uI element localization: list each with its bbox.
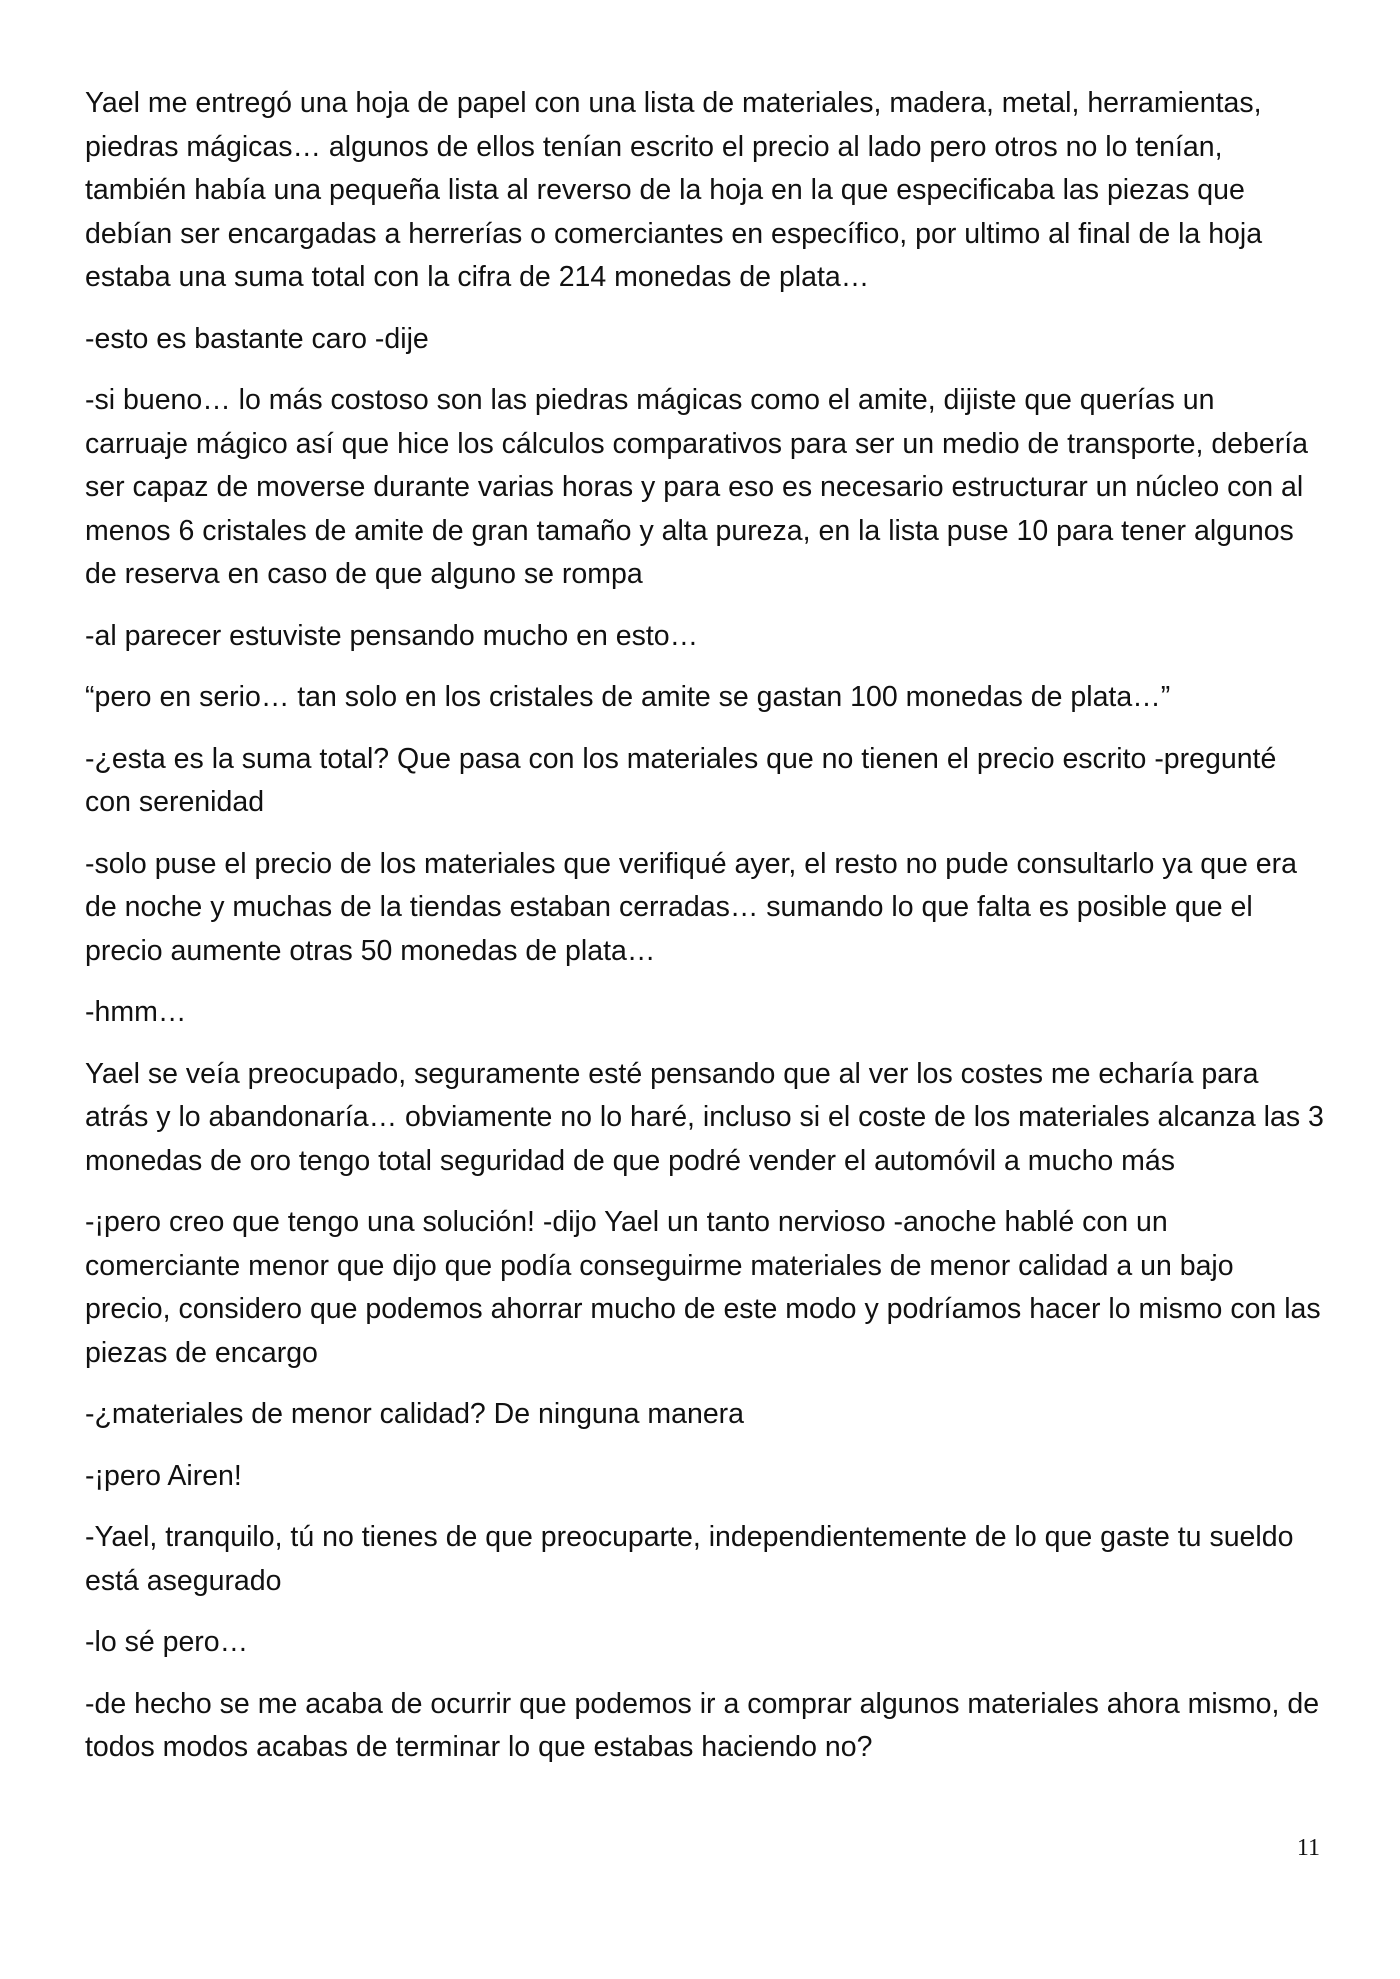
paragraph: -de hecho se me acaba de ocurrir que podemos ir a comprar algunos materiales ahora mismo, de todos modos acabas de terminar lo que estabas haciendo no? (85, 1687, 1320, 1763)
paragraph: “pero en serio… tan solo en los cristales de amite se gastan 100 monedas de plata…” (85, 681, 1171, 713)
paragraph: -si bueno… lo más costoso son las piedras mágicas como el amite, dijiste que querías un carruaje mágico así que hice los cálculos comparativos para ser un medio de transporte, debería ser capaz de moverse durante varias horas y para eso es necesario estructurar un núcleo con al menos 6 cristales de amite de gran tamaño y alta pureza, en la lista puse 10 para tener algunos de reserva en caso de que alguno se rompa (85, 384, 1308, 590)
paragraph: -¿materiales de menor calidad? De ninguna manera (85, 1398, 745, 1430)
paragraph: -lo sé pero… (85, 1626, 249, 1658)
paragraph: -esto es bastante caro -dije (85, 322, 429, 355)
paragraph: -¡pero creo que tengo una solución! -dijo Yael un tanto nervioso -anoche hablé con un comerciante menor que dijo que podía conseguirme materiales de menor calidad a un bajo precio, considero que podemos ahorrar mucho de este modo y podríamos hacer lo mismo con las piezas de encargo (85, 1206, 1321, 1369)
paragraph: -solo puse el precio de los materiales que verifiqué ayer, el resto no pude consultarlo ya que era de noche y muchas de la tiendas estaban cerradas… sumando lo que falta es posible que el precio aumente otras 50 monedas de plata… (85, 847, 1297, 967)
paragraph: -al parecer estuviste pensando mucho en esto… (85, 619, 699, 652)
paragraph: Yael me entregó una hoja de papel con una lista de materiales, madera, metal, herramientas, piedras mágicas… algunos de ellos tenían escrito el precio al lado pero otros no lo tenían, también había una pequeña lista al reverso de la hoja en la que especificaba las piezas que debían ser encargadas a herrerías o comerciantes en específico, por ultimo al final de la hoja estaba una suma total con la cifra de 214 monedas de plata… (85, 87, 1263, 293)
paragraph: -hmm… (85, 996, 187, 1028)
paragraph: -Yael, tranquilo, tú no tienes de que preocuparte, independientemente de lo que gaste tu sueldo está asegurado (85, 1521, 1294, 1597)
paragraph: -¡pero Airen! (85, 1459, 242, 1492)
document-page (85, 82, 1325, 1788)
paragraph: Yael se veía preocupado, seguramente esté pensando que al ver los costes me echaría para atrás y lo abandonaría… obviamente no lo haré, incluso si el coste de los materiales alcanza las 3 monedas de oro tengo total seguridad de que podré vender el automóvil a mucho más (85, 1057, 1324, 1177)
paragraph: -¿esta es la suma total? Que pasa con los materiales que no tienen el precio escrito -pregunté con serenidad (85, 742, 1277, 818)
page-number: 11 (1296, 1835, 1320, 1861)
